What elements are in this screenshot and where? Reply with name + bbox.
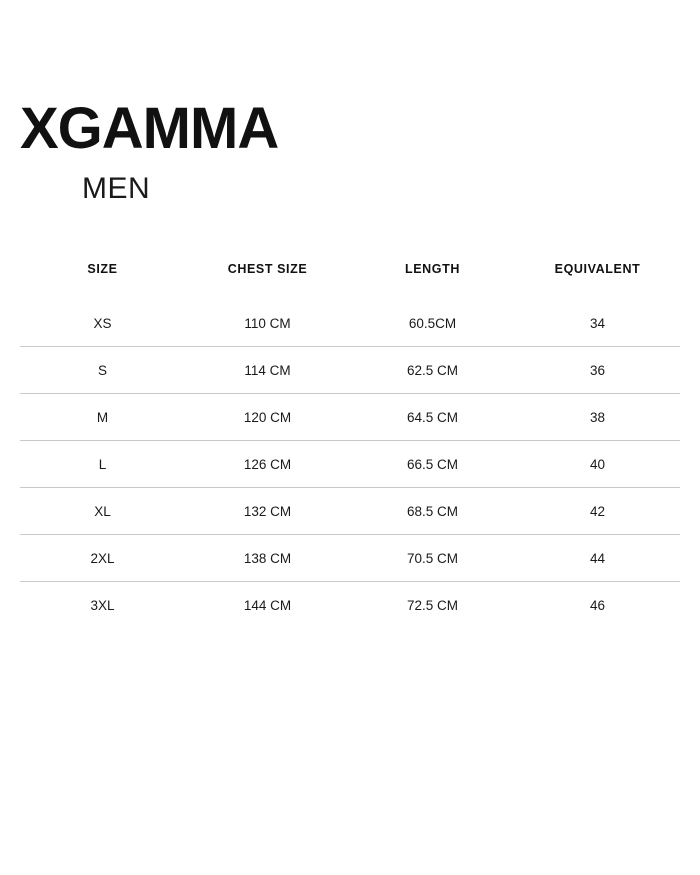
table-row (20, 347, 680, 394)
cell-equivalent: 38 (515, 394, 680, 441)
cell-length: 64.5 CM (350, 394, 515, 441)
table-body (20, 300, 680, 628)
cell-length: 70.5 CM (350, 535, 515, 582)
cell-equivalent: 46 (515, 582, 680, 629)
cell-equivalent: 36 (515, 347, 680, 394)
cell-length: 66.5 CM (350, 441, 515, 488)
table-row (20, 300, 680, 347)
cell-equivalent: 34 (589, 316, 606, 331)
cell-size: 2XL (20, 535, 185, 582)
table-header (20, 262, 680, 300)
table-row (20, 441, 680, 488)
cell-length: 72.5 CM (350, 582, 515, 629)
cell-size: XL (20, 488, 185, 535)
table-row (20, 488, 680, 535)
column-header-size: SIZE (87, 262, 118, 276)
cell-length: 60.5CM (408, 316, 457, 331)
column-header-chest-size: CHEST SIZE (227, 262, 308, 276)
cell-chest: 110 CM (244, 316, 291, 331)
cell-equivalent: 42 (515, 488, 680, 535)
cell-size: 3XL (20, 582, 185, 629)
size-chart-table (20, 262, 680, 628)
table-row (20, 535, 680, 582)
cell-size: S (20, 347, 185, 394)
cell-equivalent: 44 (515, 535, 680, 582)
cell-length: 62.5 CM (350, 347, 515, 394)
cell-length: 68.5 CM (350, 488, 515, 535)
cell-chest: 126 CM (185, 441, 350, 488)
cell-chest: 132 CM (185, 488, 350, 535)
table-row (20, 582, 680, 629)
cell-chest: 114 CM (185, 347, 350, 394)
brand-name: XGAMMA (20, 96, 279, 161)
column-header-length: LENGTH (405, 262, 460, 276)
table-row (20, 394, 680, 441)
cell-equivalent: 40 (515, 441, 680, 488)
table-header-row (20, 262, 680, 300)
cell-chest: 120 CM (185, 394, 350, 441)
cell-size: XS (93, 316, 112, 331)
cell-size: L (20, 441, 185, 488)
cell-chest: 144 CM (185, 582, 350, 629)
brand-header (20, 96, 680, 206)
cell-size: M (20, 394, 185, 441)
brand-category: MEN (82, 172, 151, 205)
cell-chest: 138 CM (185, 535, 350, 582)
column-header-equivalent: EQUIVALENT (554, 262, 641, 276)
